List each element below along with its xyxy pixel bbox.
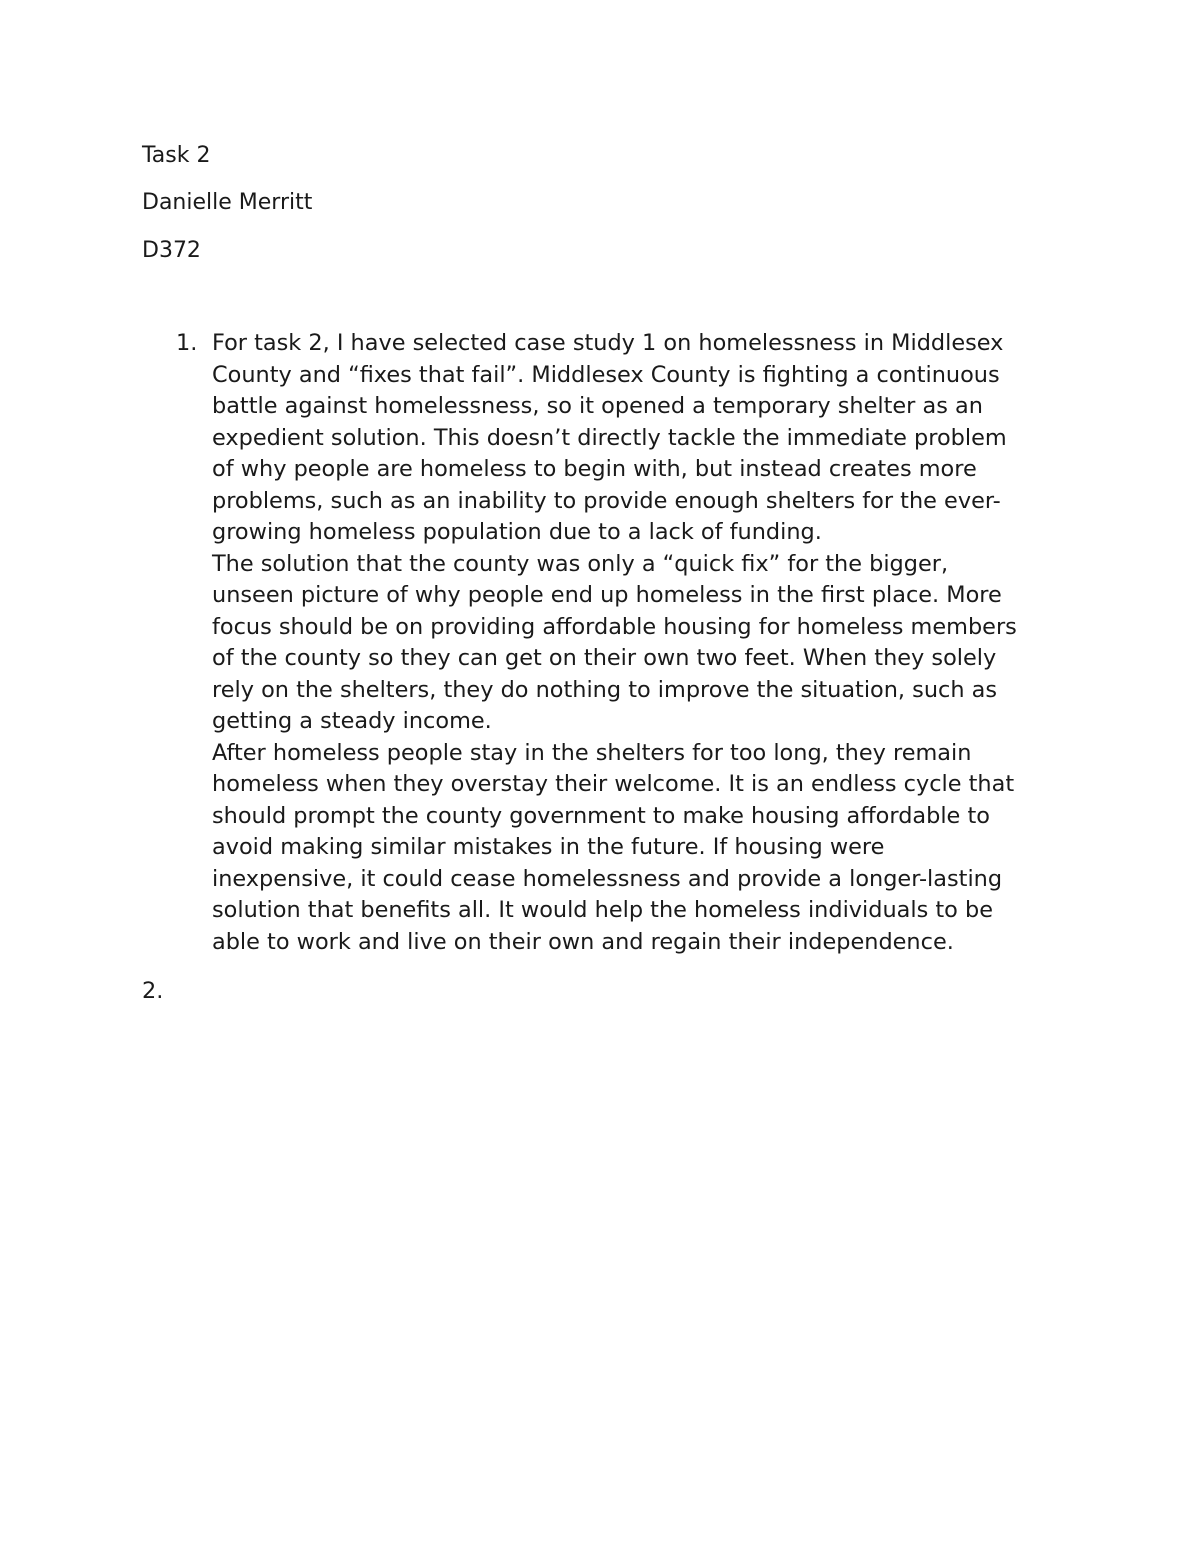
paragraph-2 <box>212 549 1072 738</box>
text-line: able to work and live on their own and regain their independence. <box>212 928 954 955</box>
text-line: expedient solution. This doesn’t directly tackle the immediate problem <box>212 424 1007 451</box>
text-line: avoid making similar mistakes in the future. If housing were <box>212 834 885 860</box>
paragraph-3 <box>212 738 1072 959</box>
text-line: After homeless people stay in the shelters for too long, they remain <box>212 739 972 766</box>
text-line: homeless when they overstay their welcome. It is an endless cycle that <box>212 771 1015 797</box>
list-item-1 <box>142 328 1072 958</box>
text-line: problems, such as an inability to provide enough shelters for the ever- <box>212 487 1001 514</box>
task-title: Task 2 <box>142 143 211 168</box>
text-line: focus should be on providing affordable housing for homeless members <box>212 613 1017 640</box>
list-item-2-number: 2. <box>142 978 164 1004</box>
text-line: getting a steady income. <box>212 708 492 734</box>
numbered-list <box>142 328 1072 958</box>
text-line: solution that benefits all. It would help the homeless individuals to be <box>212 897 993 923</box>
author-name: Danielle Merritt <box>142 190 313 215</box>
text-line: rely on the shelters, they do nothing to improve the situation, such as <box>212 676 998 703</box>
text-line: of the county so they can get on their own two feet. When they solely <box>212 645 997 671</box>
text-line: inexpensive, it could cease homelessness and provide a longer-lasting <box>212 865 1003 892</box>
text-line: County and “fixes that fail”. Middlesex County is fighting a continuous <box>212 361 1000 388</box>
text-line: unseen picture of why people end up homeless in the first place. More <box>212 582 1002 608</box>
text-line: should prompt the county government to make housing affordable to <box>212 802 990 829</box>
text-line: The solution that the county was only a “quick fix” for the bigger, <box>212 550 949 577</box>
list-item-number: 1. <box>176 330 198 356</box>
text-line: battle against homelessness, so it opened a temporary shelter as an <box>212 393 983 419</box>
text-line: growing homeless population due to a lack of funding. <box>212 519 822 545</box>
text-line: For task 2, I have selected case study 1 on homelessness in Middlesex <box>212 330 1004 356</box>
course-code: D372 <box>142 238 201 263</box>
paragraph-1 <box>212 328 1072 549</box>
text-line: of why people are homeless to begin with, but instead creates more <box>212 456 977 482</box>
